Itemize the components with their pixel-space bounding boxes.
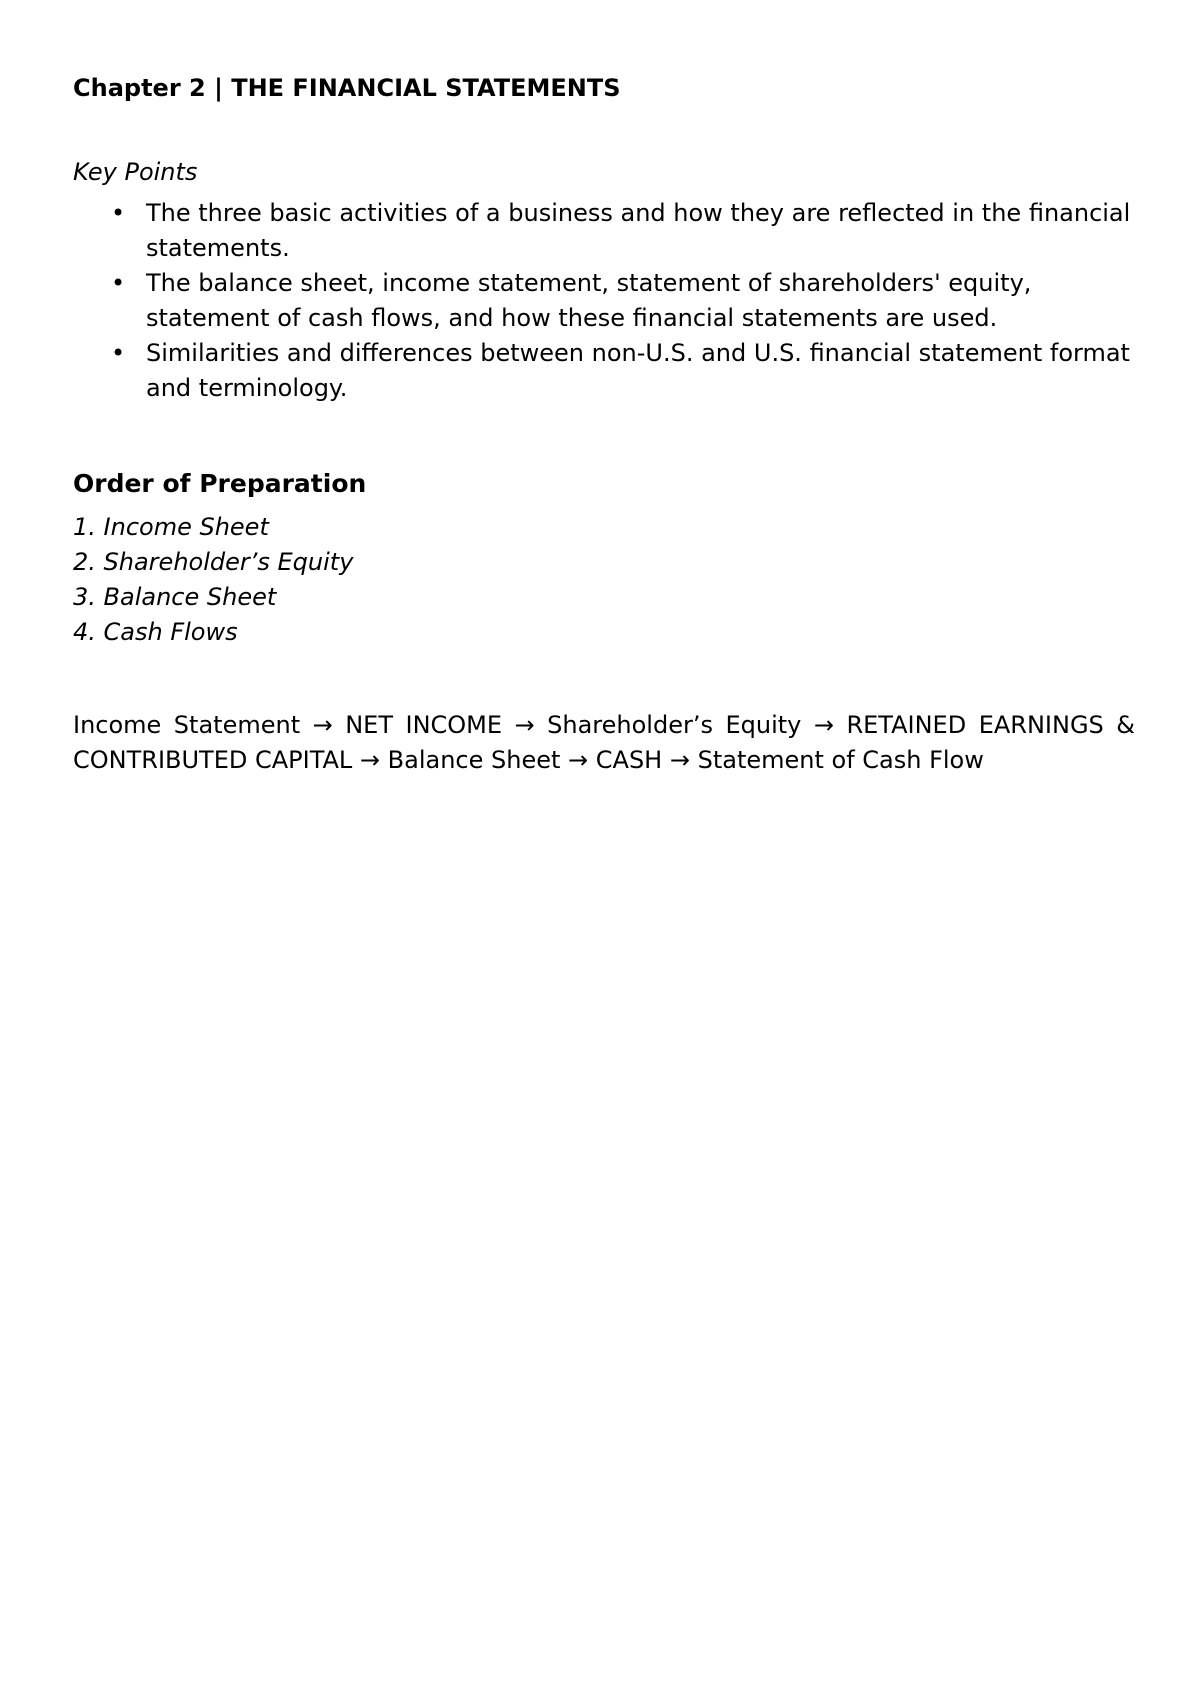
key-point-text: The balance sheet, income statement, statement of shareholders' equity, statement of cash flows, and how these financial statements are used.: [146, 269, 1032, 332]
key-point-text: Similarities and differences between non-U.S. and U.S. financial statement format and terminology.: [146, 339, 1130, 402]
order-item: 1. Income Sheet: [73, 513, 269, 541]
order-item: 3. Balance Sheet: [73, 583, 277, 611]
order-item: 4. Cash Flows: [73, 618, 238, 646]
key-points-list: [73, 196, 1135, 406]
bullet-icon: •: [111, 269, 126, 297]
order-of-preparation-heading: Order of Preparation: [73, 469, 367, 498]
chapter-title: Chapter 2 | THE FINANCIAL STATEMENTS: [73, 74, 621, 102]
key-points-heading: Key Points: [73, 158, 198, 186]
key-point-text: The three basic activities of a business and how they are reflected in the financial statements.: [146, 199, 1131, 262]
order-of-preparation-list: [73, 510, 1135, 650]
key-point-item: [73, 336, 1135, 406]
order-item: 2. Shareholder’s Equity: [73, 548, 354, 576]
bullet-icon: •: [111, 199, 126, 227]
key-point-item: [73, 196, 1135, 266]
statement-flow-paragraph: Income Statement → NET INCOME → Shareholder’s Equity → RETAINED EARNINGS & CONTRIBUTED CAPITAL → Balance Sheet → CASH → Statement of Cash Flow: [73, 711, 1135, 774]
document-page: [73, 64, 1135, 778]
bullet-icon: •: [111, 339, 126, 367]
key-point-item: [73, 266, 1135, 336]
